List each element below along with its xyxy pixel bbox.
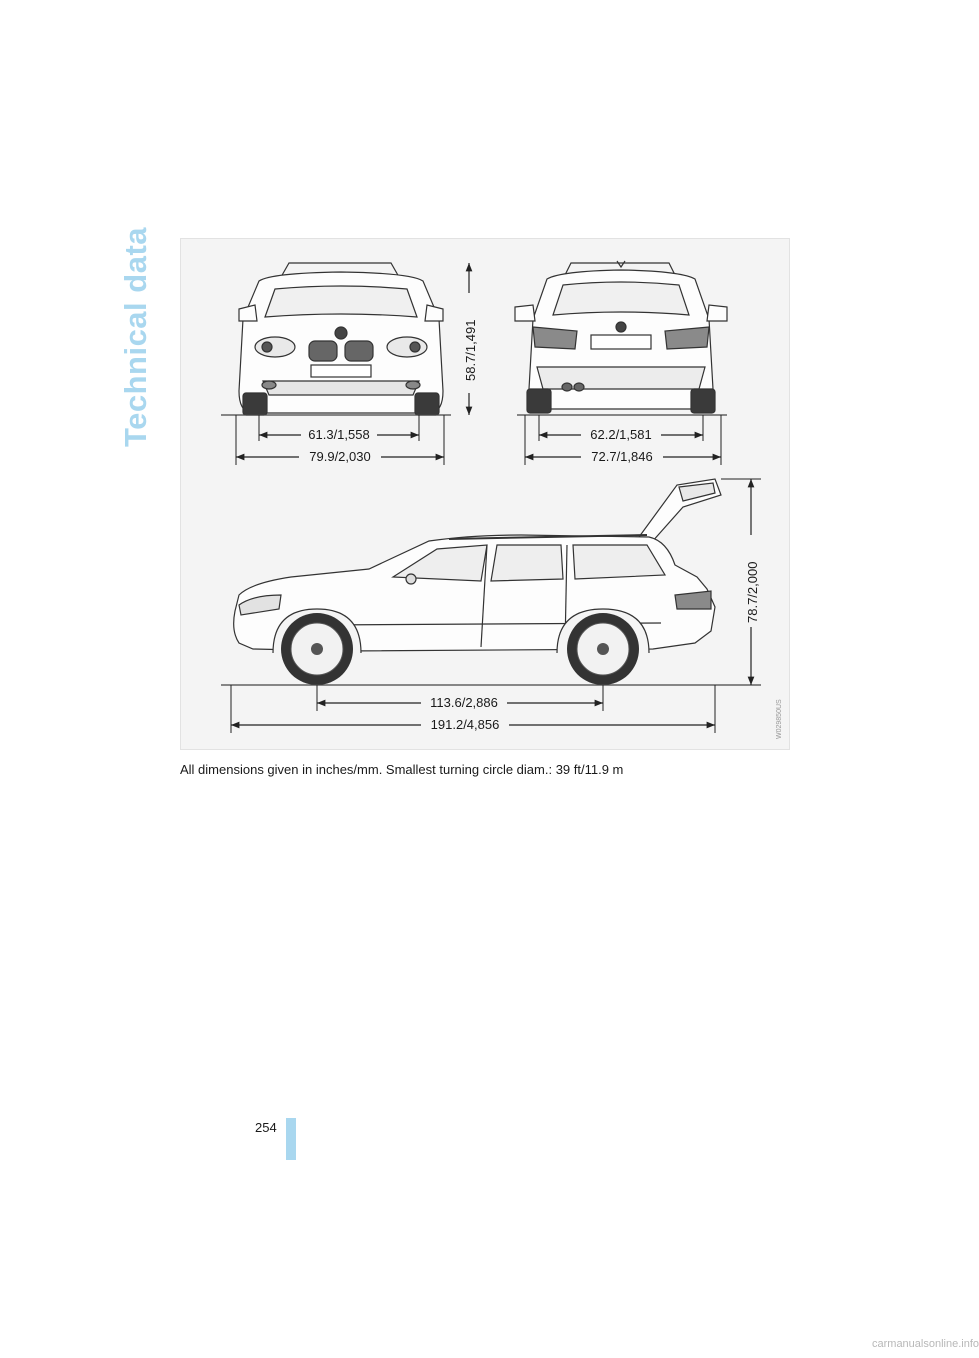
image-code: W029850US — [776, 699, 783, 739]
length-label: 191.2/4,856 — [430, 717, 500, 732]
watermark: carmanualsonline.info — [872, 1338, 979, 1350]
rear-width-label: 72.7/1,846 — [591, 449, 653, 464]
front-track-label: 61.3/1,558 — [308, 427, 370, 442]
section-title: Technical data — [118, 226, 153, 448]
page-number: 254 — [255, 1120, 277, 1135]
front-width-label: 79.9/2,030 — [309, 449, 371, 464]
page-accent-bar — [286, 1118, 296, 1160]
side-height-label: 78.7/2,000 — [745, 561, 760, 623]
car-rear-view — [515, 261, 727, 413]
dimensions-figure — [180, 238, 790, 750]
wheelbase-label: 113.6/2,886 — [430, 695, 498, 710]
figure-caption: All dimensions given in inches/mm. Smallest turning circle diam.: 39 ft/11.9 m — [180, 762, 624, 777]
car-front-view — [239, 263, 443, 415]
front-height-label: 58.7/1,491 — [463, 319, 478, 381]
rear-track-label: 62.2/1,581 — [590, 427, 652, 442]
vehicle-dimensions-drawing — [181, 239, 791, 751]
